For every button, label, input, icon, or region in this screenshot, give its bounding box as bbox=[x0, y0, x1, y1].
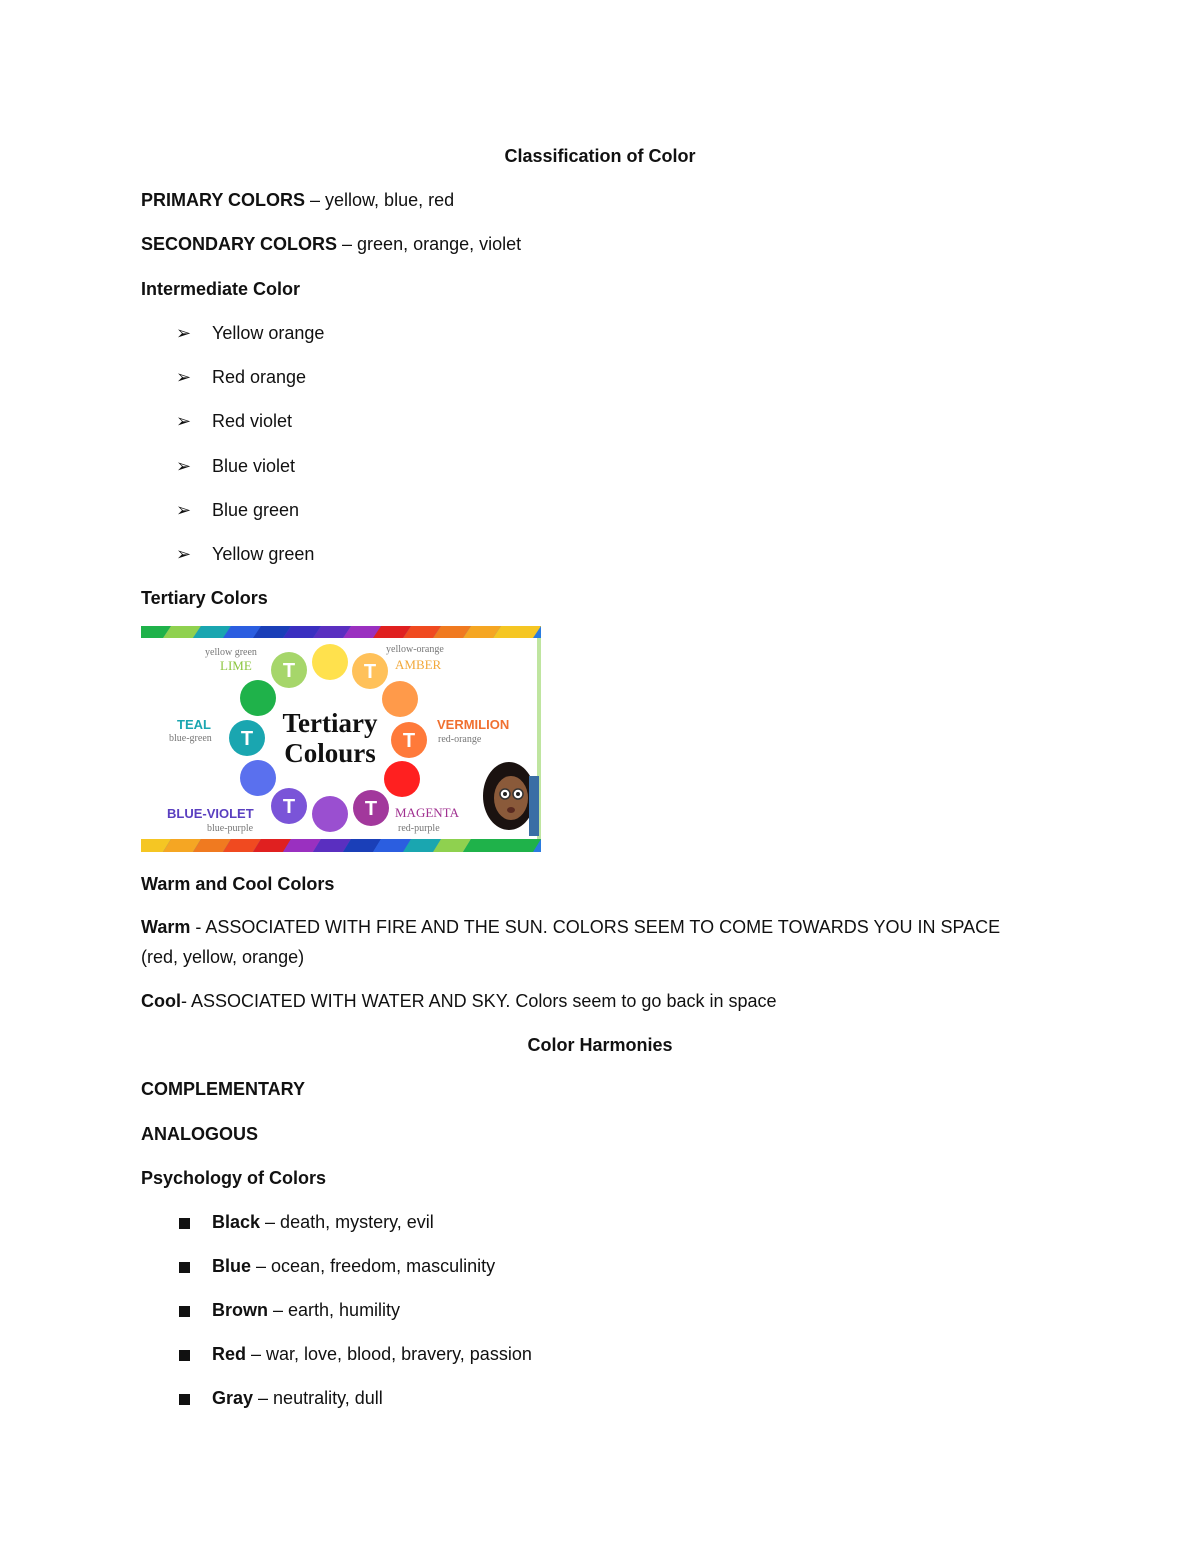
arrow-bullet-icon: ➢ bbox=[176, 323, 192, 343]
t-marker: T bbox=[282, 796, 296, 818]
primary-colors-text: – yellow, blue, red bbox=[305, 190, 455, 210]
psychology-heading: Psychology of Colors bbox=[141, 1168, 327, 1188]
yellow-circle bbox=[312, 644, 348, 680]
analogous-heading: ANALOGOUS bbox=[141, 1124, 258, 1144]
page-title: Classification of Color bbox=[504, 146, 696, 166]
tertiary-colours-graphic bbox=[141, 626, 541, 852]
vermilion-sub-label: red-orange bbox=[438, 734, 482, 745]
figure-title-line1: Tertiary bbox=[282, 708, 378, 738]
magenta-sub-label: red-purple bbox=[398, 823, 440, 834]
square-bullet-icon bbox=[179, 1350, 190, 1361]
square-bullet-icon bbox=[179, 1218, 190, 1229]
color-meaning: – death, mystery, evil bbox=[260, 1212, 434, 1232]
list-item-text: Red orange bbox=[212, 367, 307, 387]
top-stripe bbox=[141, 626, 541, 638]
list-item-text: Blue violet bbox=[212, 456, 296, 476]
arrow-bullet-icon: ➢ bbox=[176, 367, 192, 387]
color-name: Red bbox=[212, 1344, 247, 1364]
blueviolet-label: BLUE-VIOLET bbox=[167, 806, 254, 821]
amber-sub-label: yellow-orange bbox=[386, 644, 444, 655]
warm-cool-heading: Warm and Cool Colors bbox=[141, 874, 335, 894]
square-bullet-icon bbox=[179, 1394, 190, 1405]
list-item bbox=[176, 455, 295, 477]
amber-label: AMBER bbox=[395, 657, 442, 672]
arrow-bullet-icon: ➢ bbox=[176, 456, 192, 476]
teal-sub-label: blue-green bbox=[169, 733, 212, 744]
list-item bbox=[176, 1211, 434, 1233]
t-marker: T bbox=[282, 660, 296, 682]
color-name: Black bbox=[212, 1212, 261, 1232]
list-item bbox=[176, 543, 314, 565]
orange-circle bbox=[382, 681, 418, 717]
square-bullet-icon bbox=[179, 1306, 190, 1317]
t-marker: T bbox=[364, 798, 378, 820]
arrow-bullet-icon: ➢ bbox=[176, 544, 192, 564]
primary-colors-label: PRIMARY COLORS bbox=[141, 190, 306, 210]
color-name: Gray bbox=[212, 1388, 254, 1408]
bottom-stripe bbox=[141, 839, 541, 852]
secondary-colors-line bbox=[141, 233, 521, 255]
color-meaning: – earth, humility bbox=[268, 1300, 401, 1320]
red-circle bbox=[384, 761, 420, 797]
cool-label: Cool bbox=[141, 991, 181, 1011]
t-marker: T bbox=[402, 730, 416, 752]
list-item bbox=[176, 1299, 400, 1321]
vermilion-label: VERMILION bbox=[437, 717, 510, 732]
arrow-bullet-icon: ➢ bbox=[176, 500, 192, 520]
blue-circle bbox=[240, 760, 276, 796]
complementary-heading: COMPLEMENTARY bbox=[141, 1079, 305, 1099]
t-marker: T bbox=[240, 728, 254, 750]
color-meaning: – war, love, blood, bravery, passion bbox=[246, 1344, 532, 1364]
figure-title-line2: Colours bbox=[284, 738, 376, 768]
square-bullet-icon bbox=[179, 1262, 190, 1273]
list-item bbox=[176, 1387, 383, 1409]
secondary-colors-text: – green, orange, violet bbox=[337, 234, 522, 254]
color-name: Blue bbox=[212, 1256, 252, 1276]
list-item bbox=[176, 366, 306, 388]
secondary-colors-label: SECONDARY COLORS bbox=[141, 234, 338, 254]
list-item bbox=[176, 322, 324, 344]
warm-text: - ASSOCIATED WITH FIRE AND THE SUN. COLORS SEEM TO COME TOWARDS YOU IN SPACE (red, yellow, orange) bbox=[141, 917, 1001, 967]
teal-label: TEAL bbox=[177, 717, 211, 732]
warm-label: Warm bbox=[141, 917, 191, 937]
blueviolet-sub-label: blue-purple bbox=[207, 823, 254, 834]
lime-label: LIME bbox=[220, 658, 252, 673]
list-item-text: Red violet bbox=[212, 411, 293, 431]
arrow-bullet-icon: ➢ bbox=[176, 411, 192, 431]
list-item bbox=[176, 499, 299, 521]
color-name: Brown bbox=[212, 1300, 268, 1320]
list-item-text: Blue green bbox=[212, 500, 300, 520]
t-marker: T bbox=[363, 661, 377, 683]
list-item-text: Yellow green bbox=[212, 544, 315, 564]
magenta-label: MAGENTA bbox=[395, 805, 459, 820]
tertiary-colours-figure bbox=[141, 626, 541, 852]
cool-paragraph bbox=[141, 990, 777, 1012]
list-item bbox=[176, 1255, 495, 1277]
color-meaning: – ocean, freedom, masculinity bbox=[251, 1256, 496, 1276]
tertiary-heading: Tertiary Colors bbox=[141, 588, 268, 608]
warm-paragraph bbox=[141, 912, 1041, 972]
avatar bbox=[483, 762, 539, 836]
green-circle bbox=[240, 680, 276, 716]
color-meaning: – neutrality, dull bbox=[253, 1388, 383, 1408]
cool-text: - ASSOCIATED WITH WATER AND SKY. Colors seem to go back in space bbox=[181, 991, 777, 1011]
list-item bbox=[176, 1343, 532, 1365]
list-item-text: Yellow orange bbox=[212, 323, 325, 343]
violet-circle bbox=[312, 796, 348, 832]
list-item bbox=[176, 410, 292, 432]
harmonies-heading: Color Harmonies bbox=[527, 1035, 673, 1055]
lime-sub-label: yellow green bbox=[205, 647, 257, 658]
primary-colors-line bbox=[141, 189, 454, 211]
intermediate-heading: Intermediate Color bbox=[141, 279, 301, 299]
